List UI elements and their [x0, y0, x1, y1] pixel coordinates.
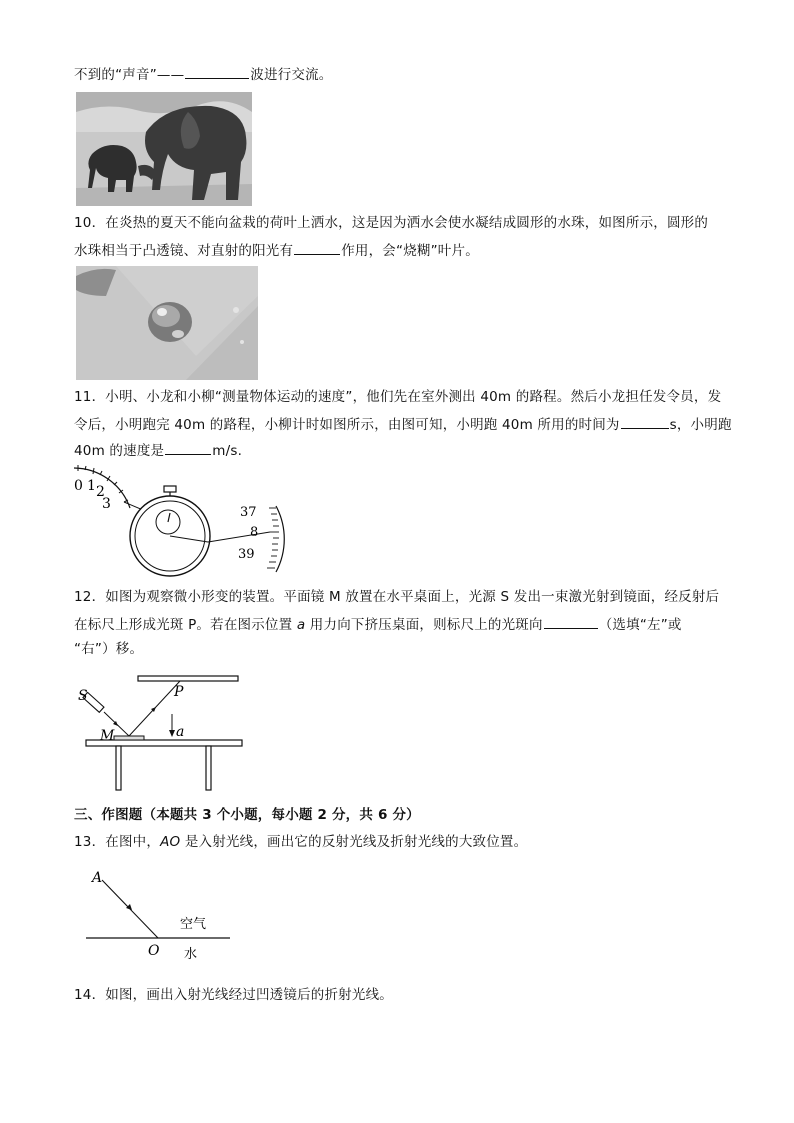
mirror-apparatus-figure [72, 670, 252, 792]
q11-speed-before: 40m 的速度是 [74, 443, 165, 459]
q9-answer-blank[interactable] [185, 64, 249, 79]
elephant-photo [76, 92, 252, 206]
q11-line-1: 11．小明、小龙和小柳“测量物体运动的速度”，他们先在室外测出 40m 的路程。然后小龙担任发令员，发 [74, 389, 722, 405]
q10-answer-blank[interactable] [294, 240, 340, 255]
water-droplet-photo [76, 266, 258, 380]
second-tick-39: 39 [238, 547, 255, 562]
minute-tick-2: 2 [96, 484, 105, 500]
q9-tail-line [74, 64, 333, 84]
q12-line-3: “右”）移。 [74, 641, 144, 657]
label-a-point: A [92, 870, 103, 886]
minute-tick-0: 0 [74, 478, 83, 494]
q12-text-mid: 用力向下挤压桌面，则标尺上的光斑向 [305, 617, 543, 633]
section-3-heading: 三、作图题（本题共 3 个小题，每小题 2 分，共 6 分） [74, 807, 420, 823]
q13-var-ao: AO [160, 834, 181, 850]
q9-text-before: 不到的“声音”—— [74, 67, 185, 83]
label-water: 水 [184, 947, 198, 962]
q13-line [74, 833, 527, 851]
q9-text-after: 波进行交流。 [250, 67, 333, 83]
label-m: M [100, 728, 115, 744]
q11-line-2 [74, 414, 732, 434]
q13-text-before: 13．在图中， [74, 834, 161, 850]
minute-tick-1: 1 [87, 478, 96, 494]
q12-line-1: 12．如图为观察微小形变的装置。平面镜 M 放置在水平桌面上，光源 S 发出一束激光射到镜面，经反射后 [74, 589, 720, 605]
elephant-photo-image [76, 92, 252, 206]
refraction-figure [80, 862, 240, 966]
q11-speed-after: m/s. [212, 443, 243, 459]
q11-time-blank[interactable] [621, 414, 669, 429]
q10-text-after: 作用，会“烧糊”叶片。 [341, 243, 479, 259]
q13-text-after: 是入射光线，画出它的反射光线及折射光线的大致位置。 [180, 834, 528, 850]
label-a: a [176, 724, 185, 740]
q11-text-before: 令后，小明跑完 40m 的路程，小柳计时如图所示，由图可知，小明跑 40m 所用的时间为 [74, 417, 620, 433]
q10-line-2 [74, 240, 479, 260]
stopwatch-diagram [70, 462, 290, 582]
label-air: 空气 [180, 917, 207, 932]
stopwatch-figure [70, 462, 290, 582]
refraction-diagram [80, 862, 240, 966]
q12-answer-blank[interactable] [544, 614, 598, 629]
q12-var-a: a [296, 617, 306, 633]
second-tick-38: 8 [250, 525, 259, 540]
q11-speed-blank[interactable] [165, 440, 211, 455]
q12-text-before: 在标尺上形成光斑 P。若在图示位置 [74, 617, 297, 633]
second-tick-37: 37 [240, 505, 257, 520]
q14-line: 14．如图，画出入射光线经过凹透镜后的折射光线。 [74, 987, 393, 1003]
minute-tick-3: 3 [102, 496, 111, 512]
label-p: P [174, 684, 184, 700]
label-o-point: O [148, 943, 160, 959]
q10-line-1: 10．在炎热的夏天不能向盆栽的荷叶上洒水，这是因为洒水会使水凝结成圆形的水珠，如图所示，圆形的 [74, 215, 709, 231]
q11-line-3 [74, 440, 242, 460]
mirror-apparatus-diagram [72, 670, 252, 792]
q12-line-2 [74, 614, 682, 634]
q12-text-after: （选填“左”或 [598, 617, 682, 633]
q11-text-after: s，小明跑 [669, 417, 732, 433]
label-s: S [78, 688, 88, 704]
water-droplet-image [76, 266, 258, 380]
q10-text-before: 水珠相当于凸透镜、对直射的阳光有 [74, 243, 294, 259]
